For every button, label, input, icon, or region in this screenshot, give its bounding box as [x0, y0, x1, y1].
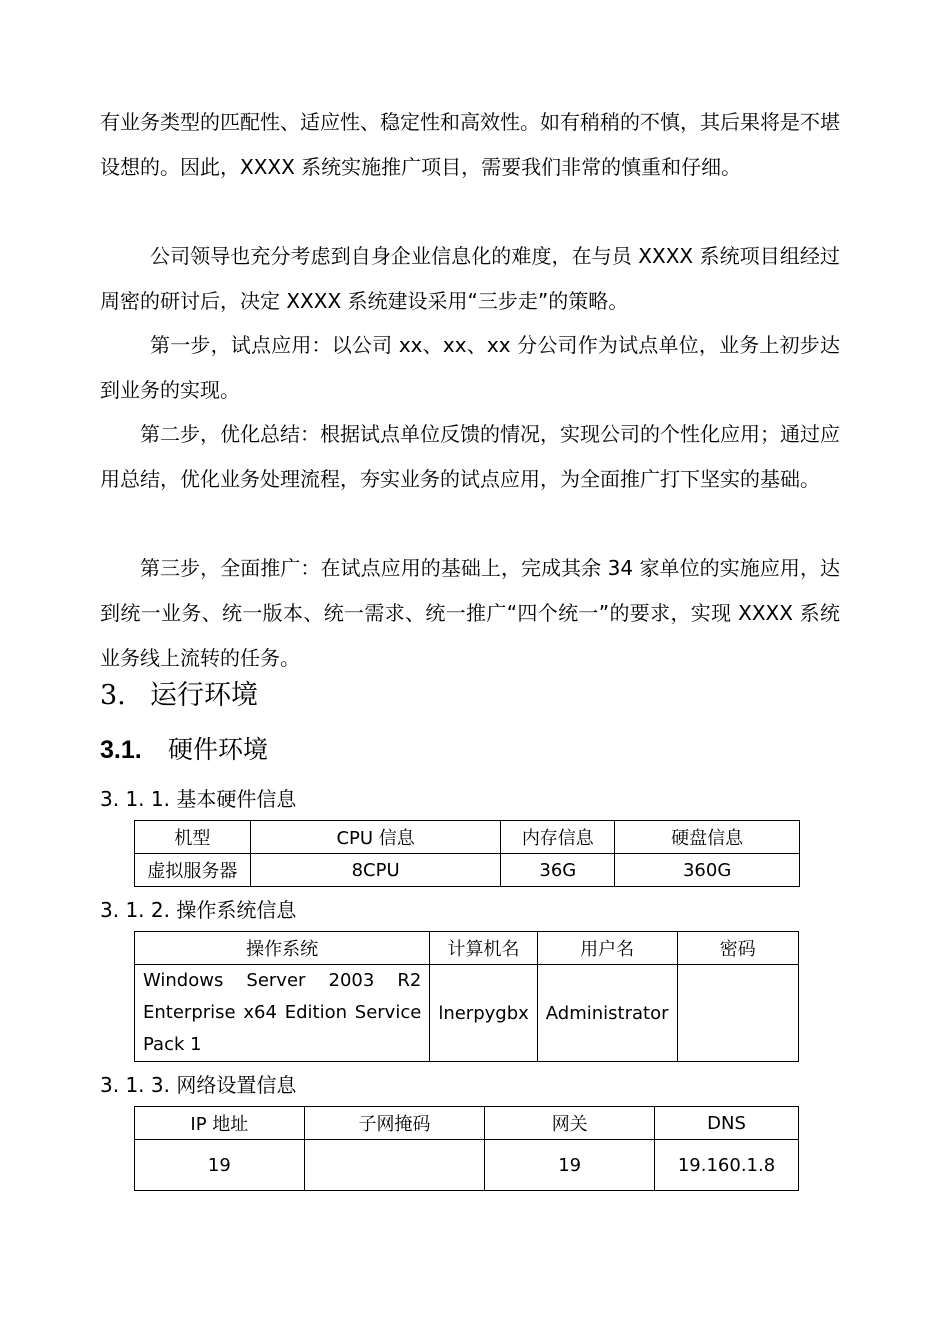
hardware-cell-cpu: 8CPU — [250, 854, 501, 887]
hardware-cell-memory: 36G — [501, 854, 615, 887]
hardware-heading: 3. 1. 1. 基本硬件信息 — [100, 787, 297, 811]
section-3-1-number: 3.1. — [100, 736, 142, 764]
os-header-username: 用户名 — [537, 932, 677, 965]
paragraph-4: 第二步，优化总结：根据试点单位反馈的情况，实现公司的个性化应用；通过应用总结，优化业务处理流程，夯实业务的试点应用，为全面推广打下坚实的基础。 — [100, 422, 840, 491]
os-header-computer-name: 计算机名 — [430, 932, 537, 965]
network-cell-ip: 19 — [135, 1140, 305, 1191]
hardware-header-memory: 内存信息 — [501, 821, 615, 854]
os-cell-computer-name: lnerpygbx — [430, 965, 537, 1062]
network-header-row — [135, 1107, 799, 1140]
network-cell-dns: 19.160.1.8 — [655, 1140, 799, 1191]
network-header-dns: DNS — [655, 1107, 799, 1140]
network-heading: 3. 1. 3. 网络设置信息 — [100, 1073, 297, 1097]
network-table — [134, 1106, 799, 1191]
os-header-row — [135, 932, 799, 965]
section-3-heading — [100, 676, 258, 716]
os-cell-password — [677, 965, 799, 1062]
os-table — [134, 931, 799, 1062]
network-header-gateway: 网关 — [485, 1107, 655, 1140]
hardware-cell-disk: 360G — [615, 854, 800, 887]
section-3-1-heading — [100, 732, 268, 768]
hardware-header-disk: 硬盘信息 — [615, 821, 800, 854]
network-header-ip: IP 地址 — [135, 1107, 305, 1140]
os-header-system: 操作系统 — [135, 932, 430, 965]
paragraph-5: 第三步，全面推广：在试点应用的基础上，完成其余 34 家单位的实施应用，达到统一业务、统一版本、统一需求、统一推广“四个统一”的要求，实现 XXXX 系统业务线上流转的任务。 — [100, 556, 840, 670]
network-row — [135, 1140, 799, 1191]
os-cell-system: Windows Server 2003 R2 Enterprise x64 Edition Service Pack 1 — [135, 965, 430, 1062]
section-3-title: 运行环境 — [150, 680, 258, 711]
hardware-row — [135, 854, 800, 887]
hardware-cell-model: 虚拟服务器 — [135, 854, 251, 887]
network-header-subnet: 子网掩码 — [304, 1107, 485, 1140]
os-header-password: 密码 — [677, 932, 799, 965]
paragraph-3: 第一步，试点应用：以公司 xx、xx、xx 分公司作为试点单位，业务上初步达到业务的实现。 — [100, 333, 840, 402]
hardware-header-model: 机型 — [135, 821, 251, 854]
hardware-header-row — [135, 821, 800, 854]
network-cell-subnet — [304, 1140, 485, 1191]
section-3-number: 3. — [100, 680, 126, 711]
paragraph-2: 公司领导也充分考虑到自身企业信息化的难度，在与员 XXXX 系统项目组经过周密的研讨后，决定 XXXX 系统建设采用“三步走”的策略。 — [100, 244, 840, 313]
section-3-1-title: 硬件环境 — [168, 735, 269, 764]
os-cell-username: Administrator — [537, 965, 677, 1062]
os-heading: 3. 1. 2. 操作系统信息 — [100, 898, 297, 922]
hardware-header-cpu: CPU 信息 — [250, 821, 501, 854]
os-row — [135, 965, 799, 1062]
hardware-table — [134, 820, 800, 887]
network-cell-gateway: 19 — [485, 1140, 655, 1191]
paragraph-1: 有业务类型的匹配性、适应性、稳定性和高效性。如有稍稍的不慎，其后果将是不堪设想的。因此，XXXX 系统实施推广项目，需要我们非常的慎重和仔细。 — [100, 110, 840, 179]
